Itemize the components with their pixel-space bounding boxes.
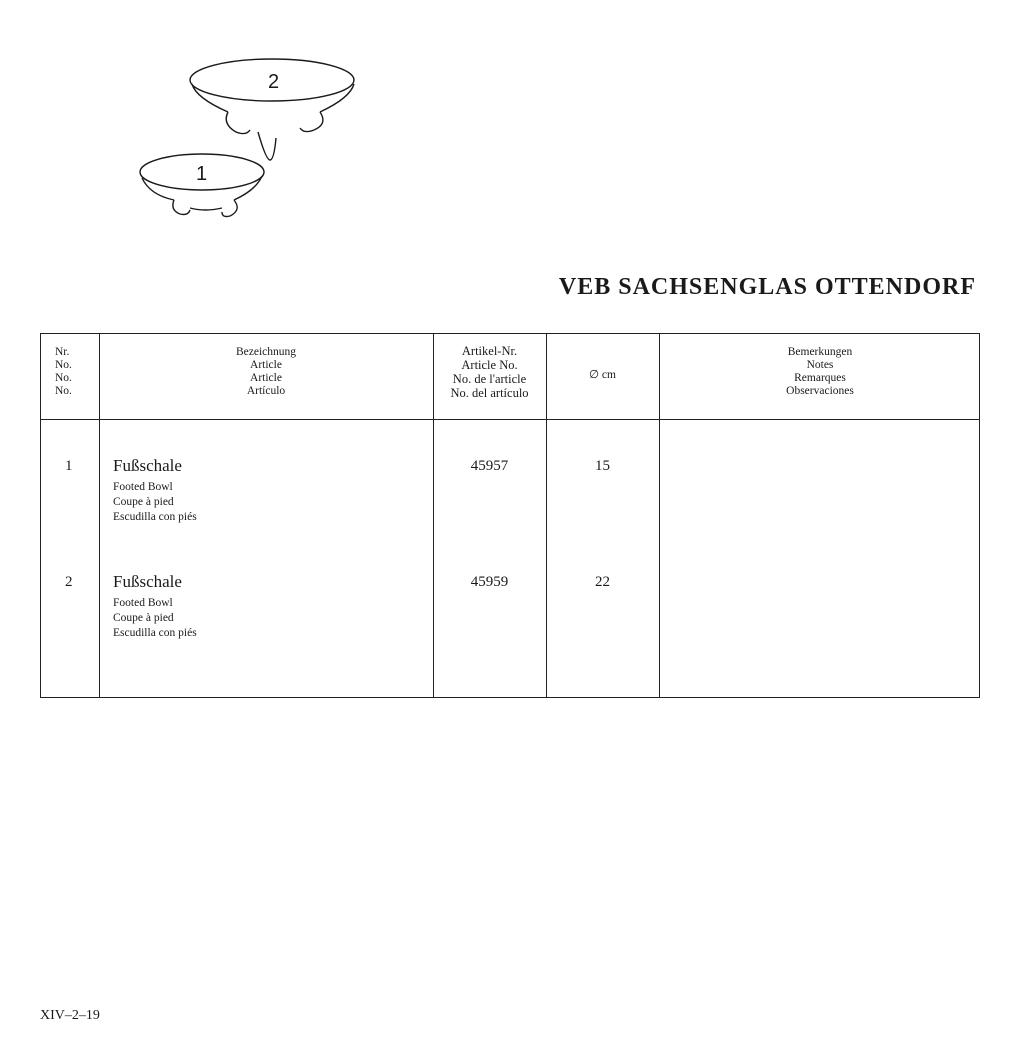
row-1-article: Fußschale Footed Bowl Coupe à pied Escudilla con piés bbox=[113, 456, 197, 523]
row-2-article-no: 45959 bbox=[470, 574, 509, 590]
page-code: XIV–2–19 bbox=[40, 1008, 100, 1023]
bowl-2-label: 2 bbox=[268, 71, 280, 93]
header-article: Bezeichnung Article Article Artículo bbox=[235, 346, 297, 397]
header-nr: Nr. No. No. No. bbox=[55, 346, 72, 397]
row-2-diameter: 22 bbox=[595, 574, 610, 590]
row-2-nr: 2 bbox=[65, 574, 73, 590]
row-1-name: Fußschale bbox=[113, 456, 182, 475]
row-1-diameter: 15 bbox=[595, 458, 610, 474]
header-diameter: ∅ cm bbox=[589, 369, 616, 381]
row-2-name: Fußschale bbox=[113, 572, 182, 591]
row-2-article: Fußschale Footed Bowl Coupe à pied Escudilla con piés bbox=[113, 572, 197, 639]
header-article-no: Artikel-Nr. Article No. No. de l'article No. del artículo bbox=[450, 344, 529, 400]
product-table bbox=[40, 333, 980, 698]
company-title: VEB SACHSENGLAS OTTENDORF bbox=[558, 274, 976, 300]
row-1-nr: 1 bbox=[65, 458, 73, 474]
header-notes: Bemerkungen Notes Remarques Observaciones bbox=[786, 346, 854, 397]
footed-bowls-illustration bbox=[130, 50, 370, 240]
bowl-1-label: 1 bbox=[196, 163, 208, 185]
row-1-article-no: 45957 bbox=[470, 458, 509, 474]
